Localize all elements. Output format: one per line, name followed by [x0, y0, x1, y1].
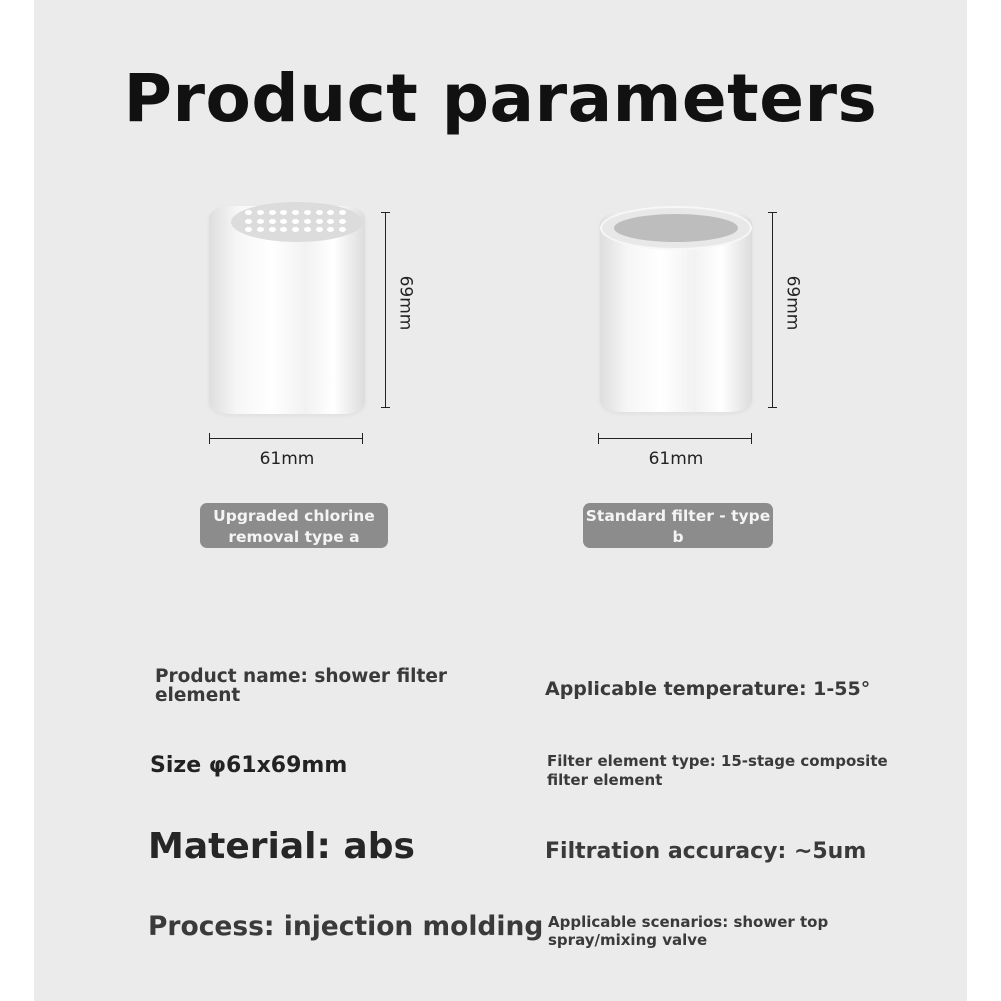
open-rim-icon	[600, 206, 752, 250]
rim-opening	[614, 214, 738, 242]
filter-b-height-label: 69mm	[782, 275, 803, 331]
filter-a-image	[209, 206, 365, 414]
spec-temperature: Applicable temperature: 1-55°	[545, 678, 871, 700]
page-title: Product parameters	[123, 60, 878, 137]
filter-b-width-line	[598, 438, 752, 439]
filter-b-type-badge: Standard filter - type b	[583, 503, 773, 548]
perforation-dots	[245, 210, 349, 234]
perforated-cap-icon	[231, 202, 363, 242]
spec-size: Size φ61x69mm	[150, 753, 348, 778]
spec-accuracy: Filtration accuracy: ~5um	[545, 839, 867, 864]
filter-a-width-line	[209, 438, 363, 439]
spec-scenarios: Applicable scenarios: shower top spray/mixing valve	[548, 913, 829, 949]
filter-b-height-line	[772, 212, 773, 408]
filter-a-type-badge: Upgraded chlorine removal type a	[200, 503, 388, 548]
spec-material: Material: abs	[148, 826, 415, 867]
spec-element-type: Filter element type: 15-stage composite filter element	[547, 752, 888, 789]
spec-product-name: Product name: shower filter element	[155, 666, 448, 706]
filter-b-image	[600, 212, 752, 412]
filter-a-width-label: 61mm	[259, 449, 315, 469]
filter-b-width-label: 61mm	[648, 449, 704, 469]
filter-a-height-label: 69mm	[395, 275, 416, 331]
filter-a-height-line	[385, 212, 386, 408]
spec-process: Process: injection molding	[148, 911, 544, 942]
